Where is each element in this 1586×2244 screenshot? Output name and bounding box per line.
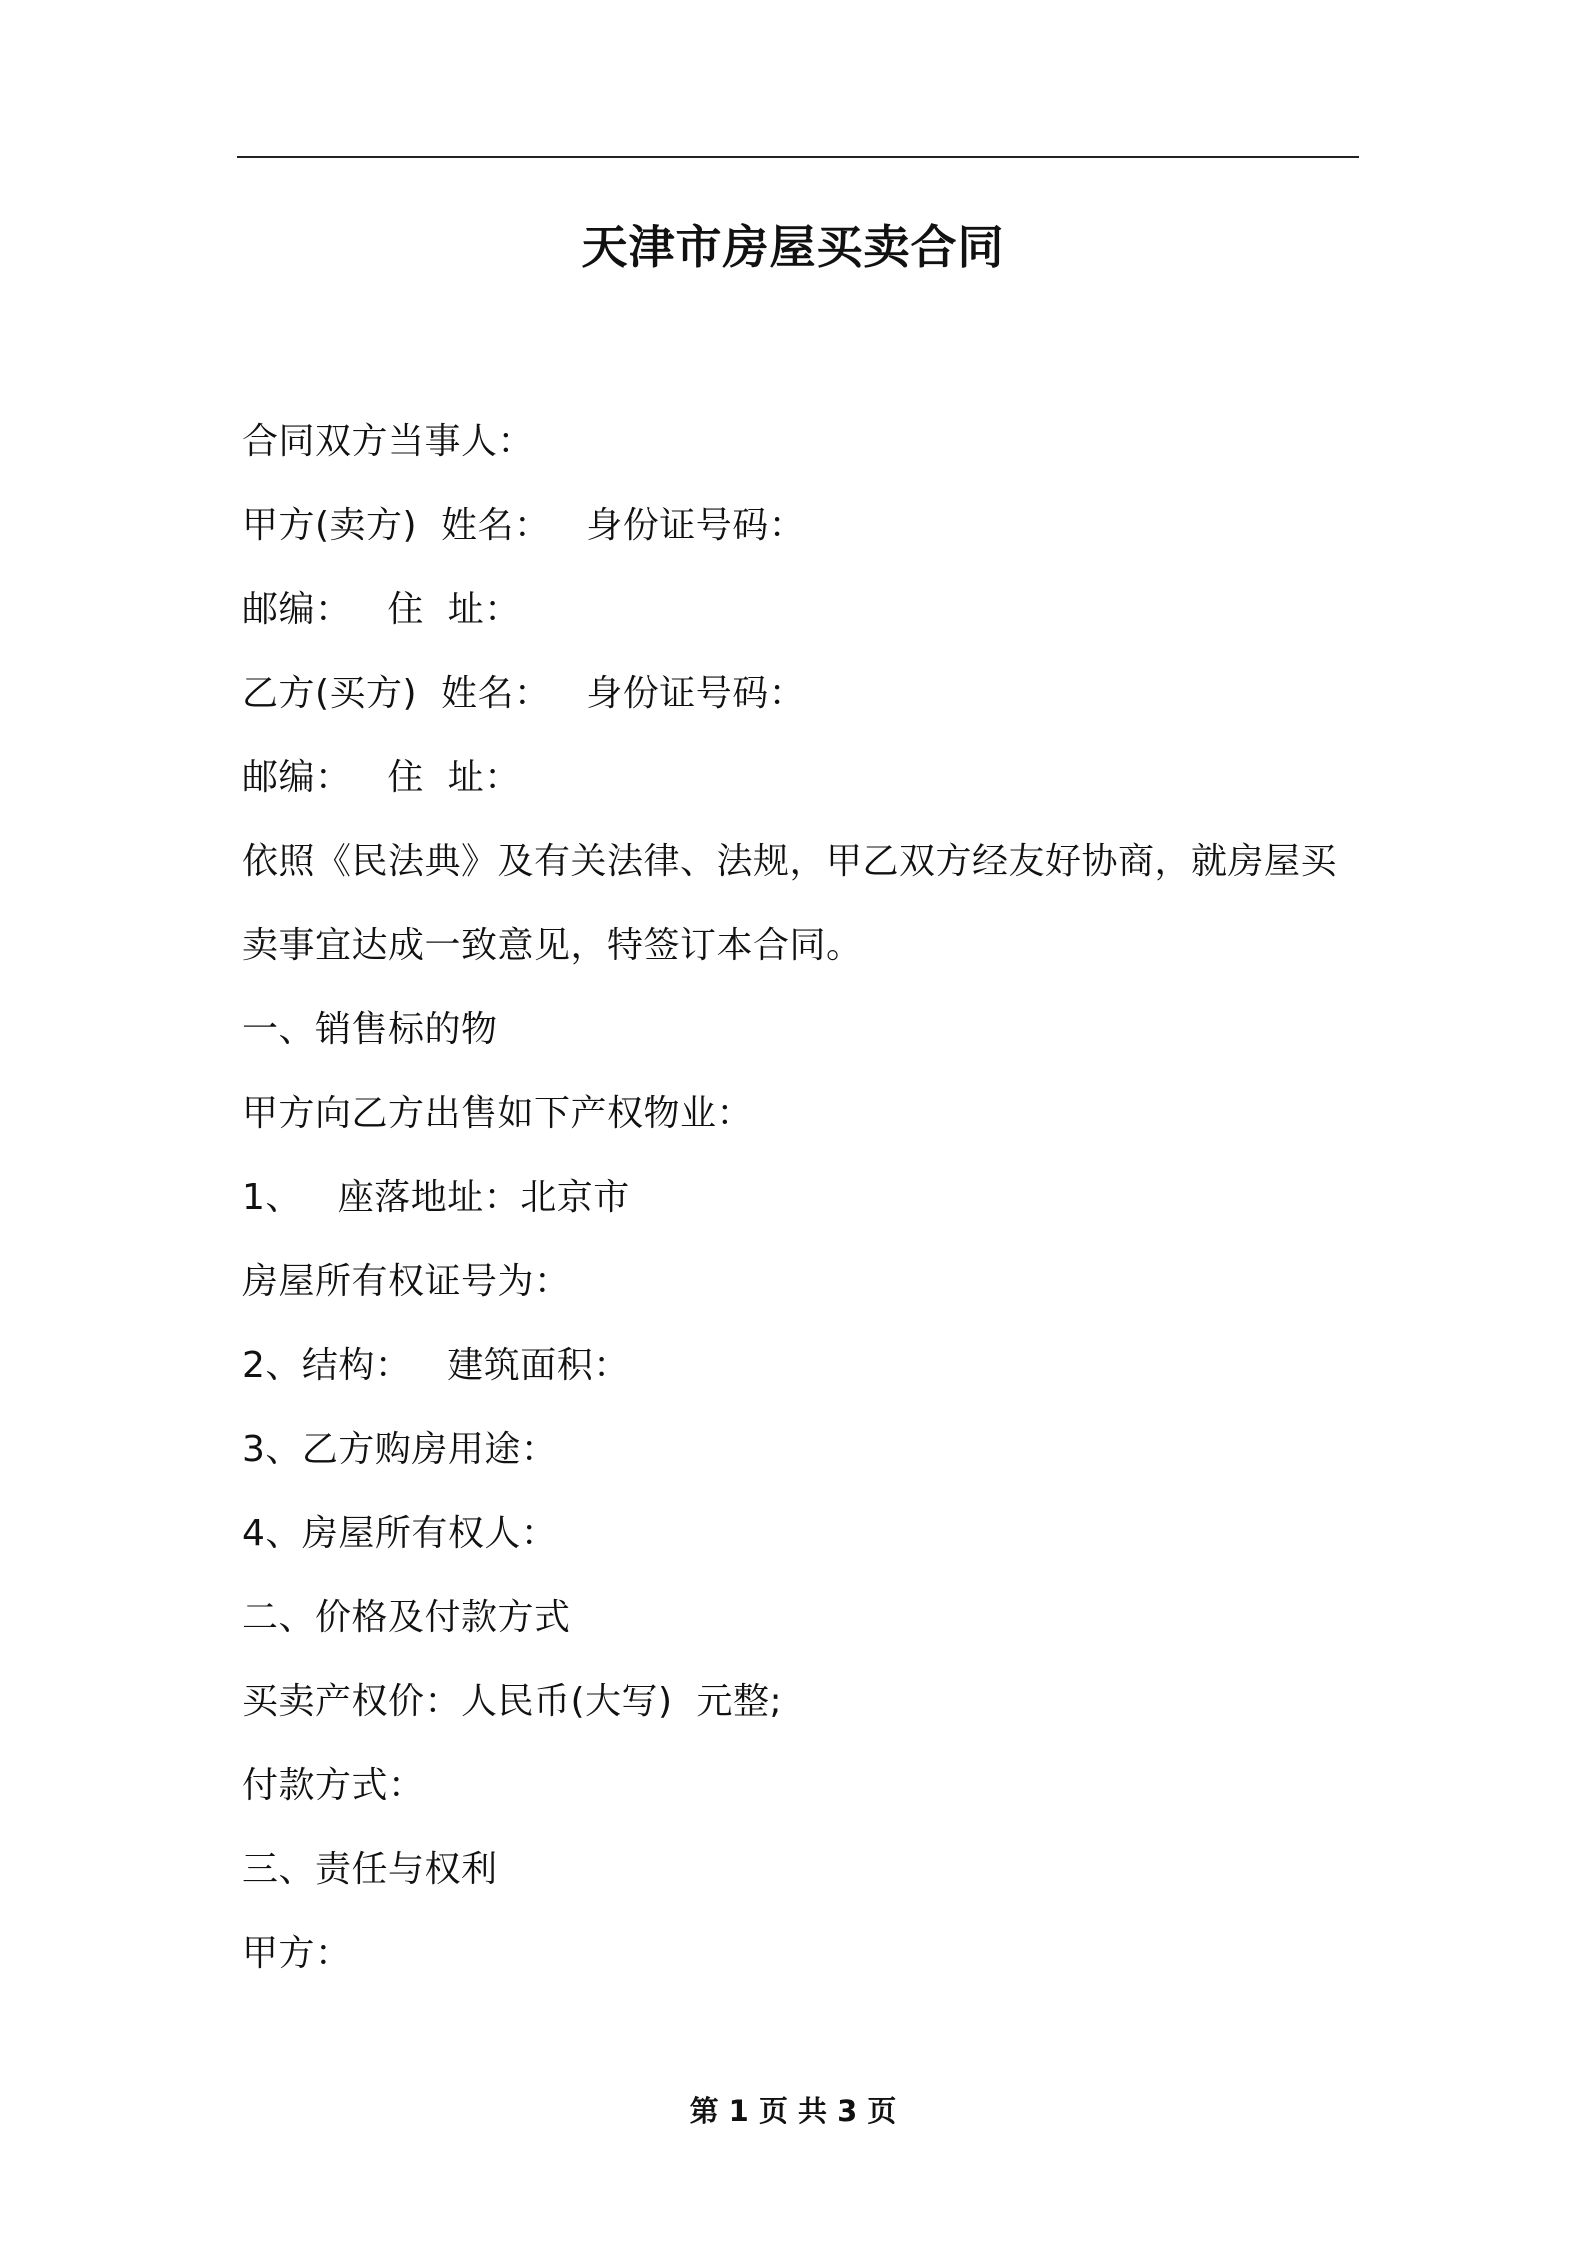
line-seller-postcode-address: 邮编： 住 址： <box>242 589 521 630</box>
line-seller-name-id: 甲方(卖方) 姓名： 身份证号码： <box>242 505 806 546</box>
line-party-a: 甲方： <box>242 1933 352 1974</box>
line-buyer-name-id: 乙方(买方) 姓名： 身份证号码： <box>242 673 806 714</box>
line-item-location: 1、 座落地址：北京市 <box>242 1177 630 1218</box>
line-buyer-postcode-address: 邮编： 住 址： <box>242 757 521 798</box>
line-preamble-1: 依照《民法典》及有关法律、法规，甲乙双方经友好协商，就房屋买 <box>242 841 1338 882</box>
document-title: 天津市房屋买卖合同 <box>581 220 1005 274</box>
contract-body <box>242 400 1362 1996</box>
line-property-intro: 甲方向乙方出售如下产权物业： <box>242 1093 754 1134</box>
line-item-structure-area: 2、结构： 建筑面积： <box>242 1345 630 1386</box>
page-number-footer: 第 1 页 共 3 页 <box>689 2094 897 2128</box>
section-heading-responsibilities: 三、责任与权利 <box>242 1849 498 1890</box>
section-heading-price: 二、价格及付款方式 <box>242 1597 571 1638</box>
line-price: 买卖产权价：人民币(大写) 元整; <box>242 1681 783 1722</box>
section-heading-subject: 一、销售标的物 <box>242 1009 498 1050</box>
line-payment-method: 付款方式： <box>242 1765 425 1806</box>
line-parties-heading: 合同双方当事人： <box>242 421 535 462</box>
line-preamble-2: 卖事宜达成一致意见，特签订本合同。 <box>242 925 863 966</box>
header-rule <box>237 156 1359 158</box>
line-item-owner: 4、房屋所有权人： <box>242 1513 558 1554</box>
line-item-purpose: 3、乙方购房用途： <box>242 1429 558 1470</box>
line-certificate-number: 房屋所有权证号为： <box>242 1261 571 1302</box>
